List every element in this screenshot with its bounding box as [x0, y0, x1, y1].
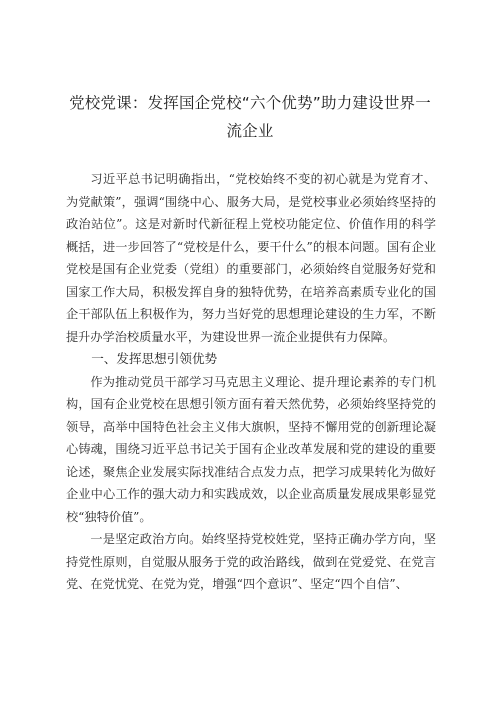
paragraph-political-direction: 一是坚定政治方向。始终坚持党校姓党，坚持正确办学方向，坚持党性原则，自觉服从服务于党的政治路线，做到在党爱党、在党言党、在党忧党、在党为党，增强“四个意识”、坚定“四个自信”、 — [66, 532, 436, 591]
paragraph-intro: 习近平总书记明确指出，“党校始终不变的初心就是为党育才、为党献策”，强调“围绕中心、服务大局，是党校事业必须始终坚持的政治站位”。这是对新时代新征程上党校功能定位、价值作用的科学概括，进一步回答了“党校是什么，要干什么”的根本问题。国有企业党校是国有企业党委（党组）的重要部门，必须始终自觉服务好党和国家工作大局，积极发挥自身的独特优势，在培养高素质专业化的国企干部队伍上积极作为，努力当好党的思想理论建设的生力军，不断提升办学治校质量水平，为建设世界一流企业提供有力保障。 — [66, 172, 436, 344]
section-heading-1: 一、发挥思想引领优势 — [91, 351, 218, 366]
document-body — [66, 168, 436, 596]
paragraph-thought-leadership: 作为推动党员干部学习马克思主义理论、提升理论素养的专门机构，国有企业党校在思想引领方面有着天然优势，必须始终坚持党的领导，高举中国特色社会主义伟大旗帜，坚持不懈用党的创新理论凝心铸魂，围绕习近平总书记关于国有企业改革发展和党的建设的重要论述，聚焦企业发展实际找准结合点发力点，把学习成果转化为做好企业中心工作的强大动力和实践成效，以企业高质量发展成果彰显党校“独特价值”。 — [66, 374, 436, 524]
document-title — [60, 89, 440, 145]
title-line-1: 党校党课：发挥国企党校“六个优势”助力建设世界一 — [69, 94, 431, 112]
title-line-2: 流企业 — [226, 122, 274, 140]
